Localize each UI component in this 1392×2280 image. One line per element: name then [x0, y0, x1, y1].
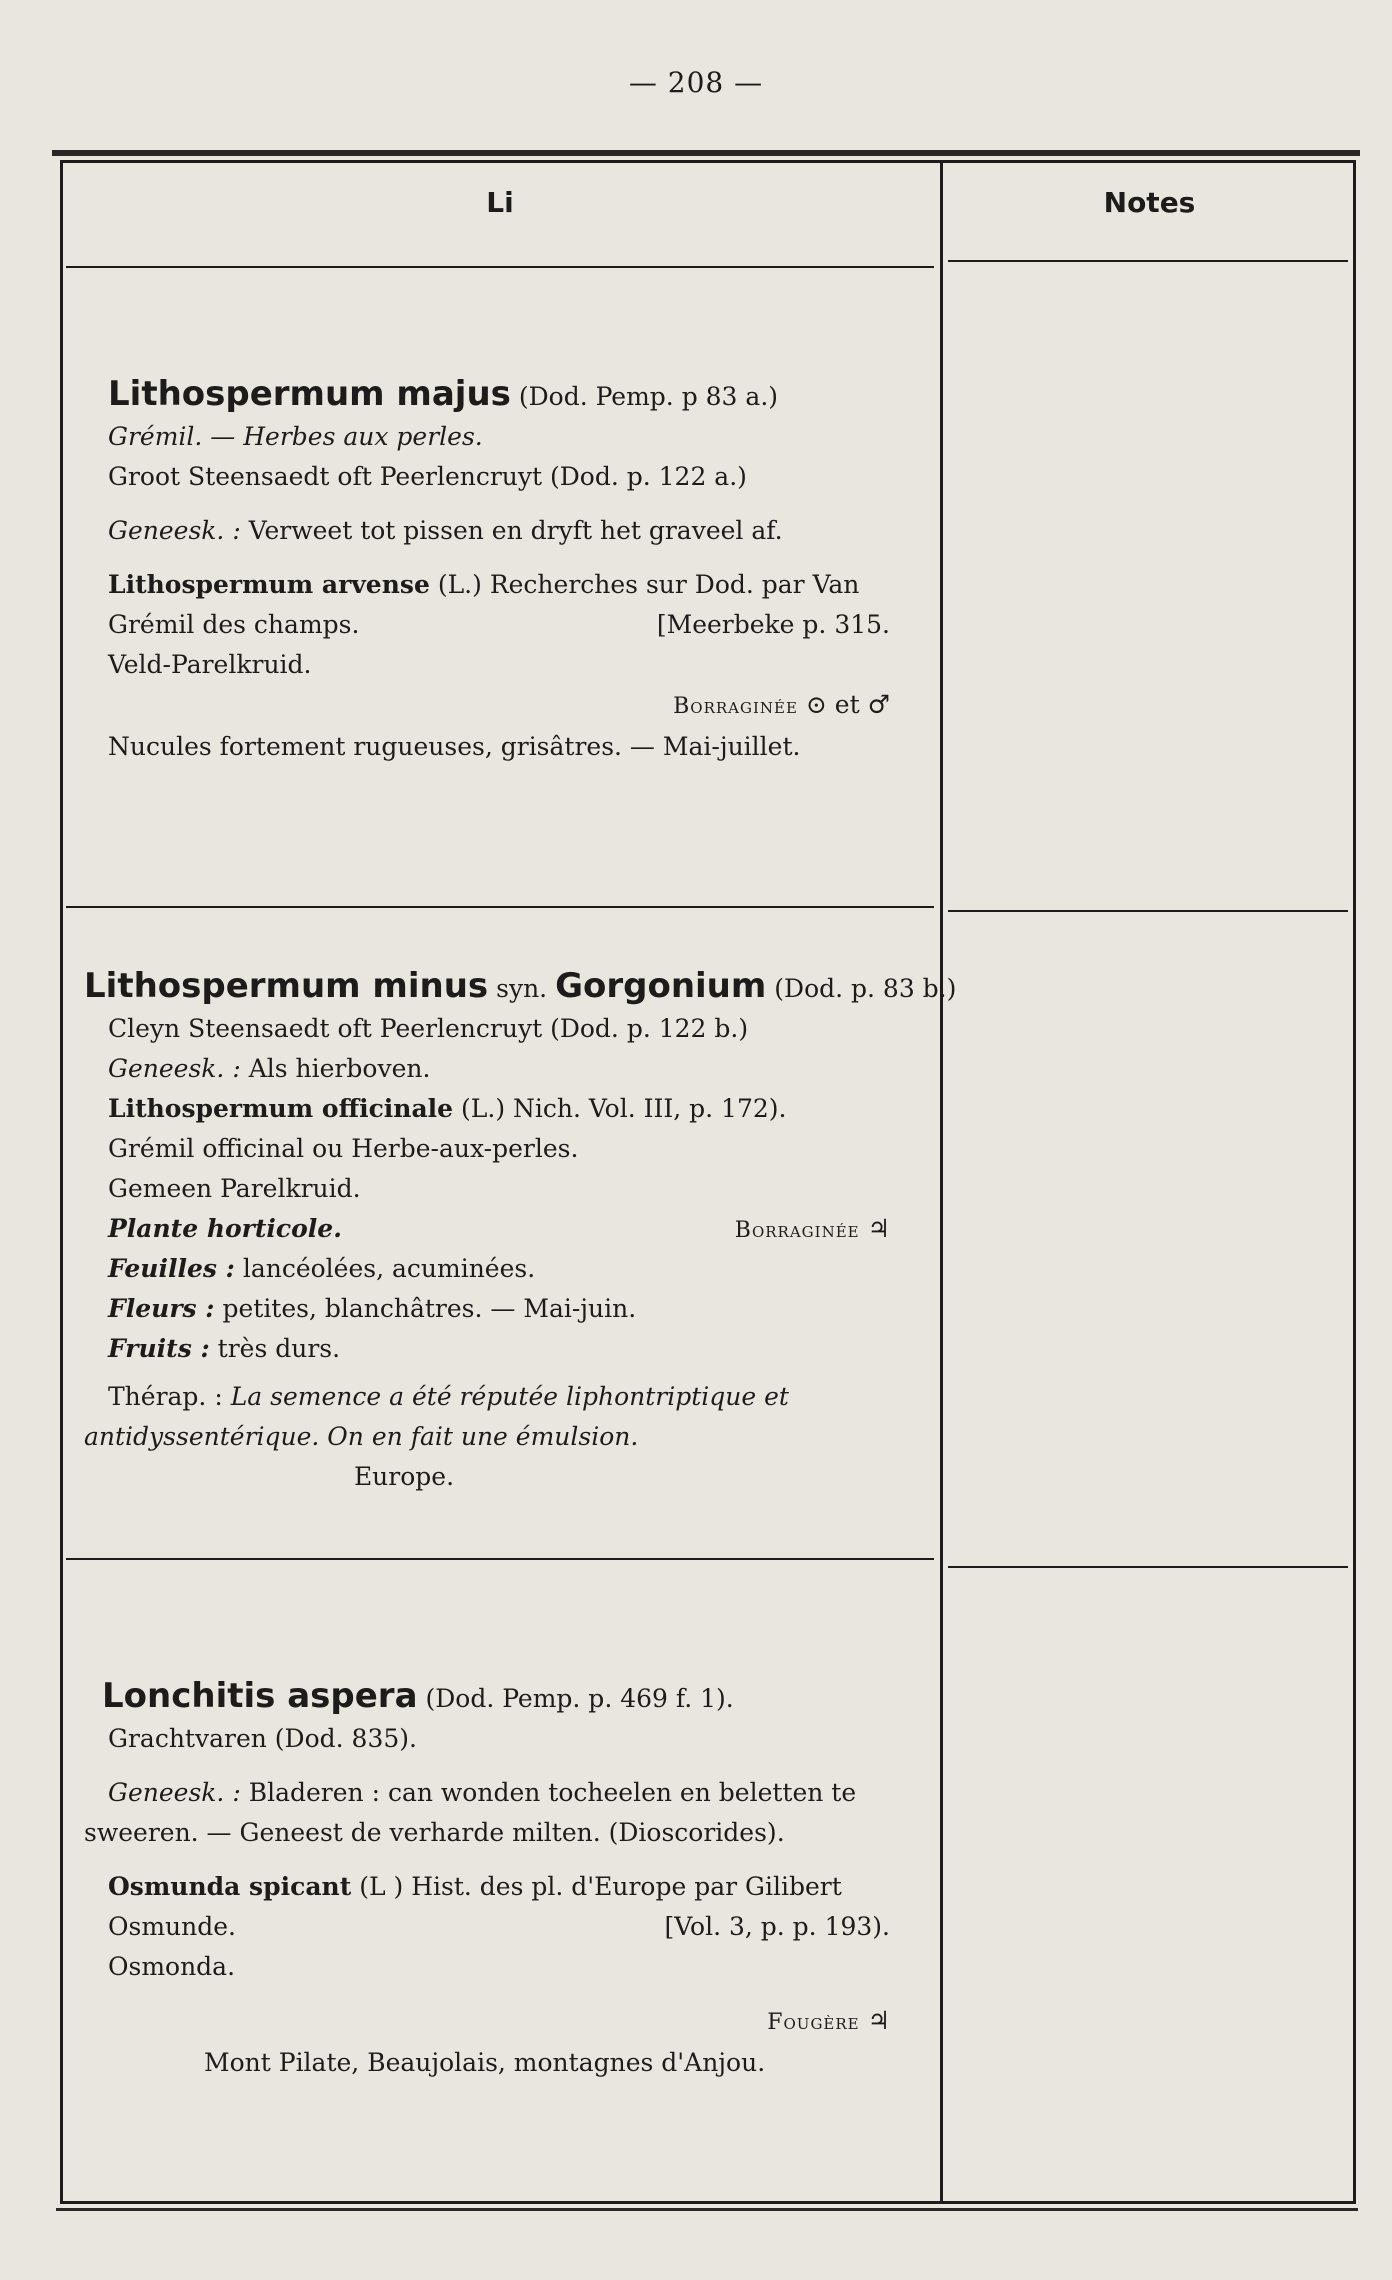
row-rule-left-1	[66, 906, 934, 908]
family-name: Borraginée	[673, 694, 798, 719]
common-name-fr: Osmunde.	[108, 1912, 236, 1941]
reference-continuation: [Meerbeke p. 315.	[656, 610, 890, 639]
family-name: Borraginée	[734, 1218, 860, 1243]
geneesk-text: Als hierboven.	[248, 1054, 431, 1083]
species-name: Lithospermum majus	[108, 374, 511, 414]
family-name: Fougère	[767, 2010, 860, 2035]
distribution: Mont Pilate, Beaujolais, montagnes d'Anjou.	[204, 2048, 766, 2077]
common-names-nl: Groot Steensaedt oft Peerlencruyt (Dod. p. 122 a.)	[108, 462, 747, 491]
species-name: Lithospermum officinale	[108, 1094, 454, 1123]
reference: (Dod. p. 83 b.)	[774, 974, 957, 1003]
perennial-symbol: ♃	[867, 1214, 890, 1243]
row-rule-right-2	[948, 1566, 1348, 1568]
reference: (Dod. Pemp. p 83 a.)	[518, 382, 779, 411]
column-header-li: Li	[486, 186, 514, 219]
page-number: — 208 —	[628, 66, 764, 99]
entry-lonchitis-aspera	[84, 1676, 920, 2083]
column-divider	[940, 160, 943, 2204]
species-name: Lithospermum minus	[84, 966, 489, 1006]
row-rule-left-2	[66, 1558, 934, 1560]
reference: (L.) Recherches sur Dod. par Van	[437, 570, 860, 599]
reference: (L ) Hist. des pl. d'Europe par Gilibert	[359, 1872, 842, 1901]
column-header-notes: Notes	[1103, 186, 1196, 219]
geneesk-label: Geneesk. :	[108, 516, 241, 545]
common-name-nl: Gemeen Parelkruid.	[108, 1174, 361, 1203]
fruits-label: Fruits :	[108, 1334, 210, 1363]
therap-text: La semence a été réputée liphontriptique et	[230, 1382, 789, 1411]
flowers-label: Fleurs :	[108, 1294, 215, 1323]
common-names-nl: Cleyn Steensaedt oft Peerlencruyt (Dod. p. 122 b.)	[108, 1014, 749, 1043]
top-rule	[52, 150, 1360, 156]
geneesk-label: Geneesk. :	[108, 1778, 241, 1807]
common-name-it: Osmonda.	[108, 1952, 236, 1981]
fruits-text: très durs.	[217, 1334, 341, 1363]
life-cycle-symbols: ⊙ et ♂	[805, 690, 890, 719]
common-name-nl: Veld-Parelkruid.	[108, 650, 312, 679]
perennial-symbol: ♃	[867, 2006, 890, 2035]
header-rule-left	[66, 266, 934, 268]
header-rule-right	[948, 260, 1348, 262]
therap-text-continued: antidyssentérique. On en fait une émulsion.	[84, 1422, 639, 1451]
geneesk-text-continued: sweeren. — Geneest de verharde milten. (Dioscorides).	[84, 1818, 785, 1847]
therap-label: Thérap. :	[108, 1382, 223, 1411]
distribution: Europe.	[353, 1462, 455, 1491]
row-rule-right-1	[948, 910, 1348, 912]
leaves-text: lancéolées, acuminées.	[242, 1254, 536, 1283]
description: Nucules fortement rugueuses, grisâtres. — Mai-juillet.	[108, 732, 801, 761]
species-name: Lithospermum arvense	[108, 570, 430, 599]
geneesk-label: Geneesk. :	[108, 1054, 241, 1083]
plant-type: Plante horticole.	[108, 1214, 342, 1243]
flowers-text: petites, blanchâtres. — Mai-juin.	[222, 1294, 637, 1323]
synonym-name: Gorgonium	[555, 966, 767, 1006]
common-name-nl: Grachtvaren (Dod. 835).	[108, 1724, 417, 1753]
common-names-fr: Grémil officinal ou Herbe-aux-perles.	[108, 1134, 579, 1163]
entry-lithospermum-minus	[84, 966, 957, 1497]
entry-lithospermum-majus	[108, 374, 920, 767]
species-name: Osmunda spicant	[108, 1872, 352, 1901]
bottom-rule	[56, 2208, 1358, 2211]
reference: (Dod. Pemp. p. 469 f. 1).	[425, 1684, 734, 1713]
synonym-label: syn.	[496, 974, 548, 1003]
geneesk-text: Verweet tot pissen en dryft het graveel af.	[248, 516, 783, 545]
leaves-label: Feuilles :	[108, 1254, 235, 1283]
common-name-fr: Grémil des champs.	[108, 610, 360, 639]
reference-continuation: [Vol. 3, p. p. 193).	[664, 1912, 890, 1941]
geneesk-text: Bladeren : can wonden tocheelen en beletten te	[248, 1778, 857, 1807]
reference: (L.) Nich. Vol. III, p. 172).	[461, 1094, 787, 1123]
species-name: Lonchitis aspera	[102, 1676, 418, 1716]
common-names-fr: Grémil. — Herbes aux perles.	[108, 422, 483, 451]
